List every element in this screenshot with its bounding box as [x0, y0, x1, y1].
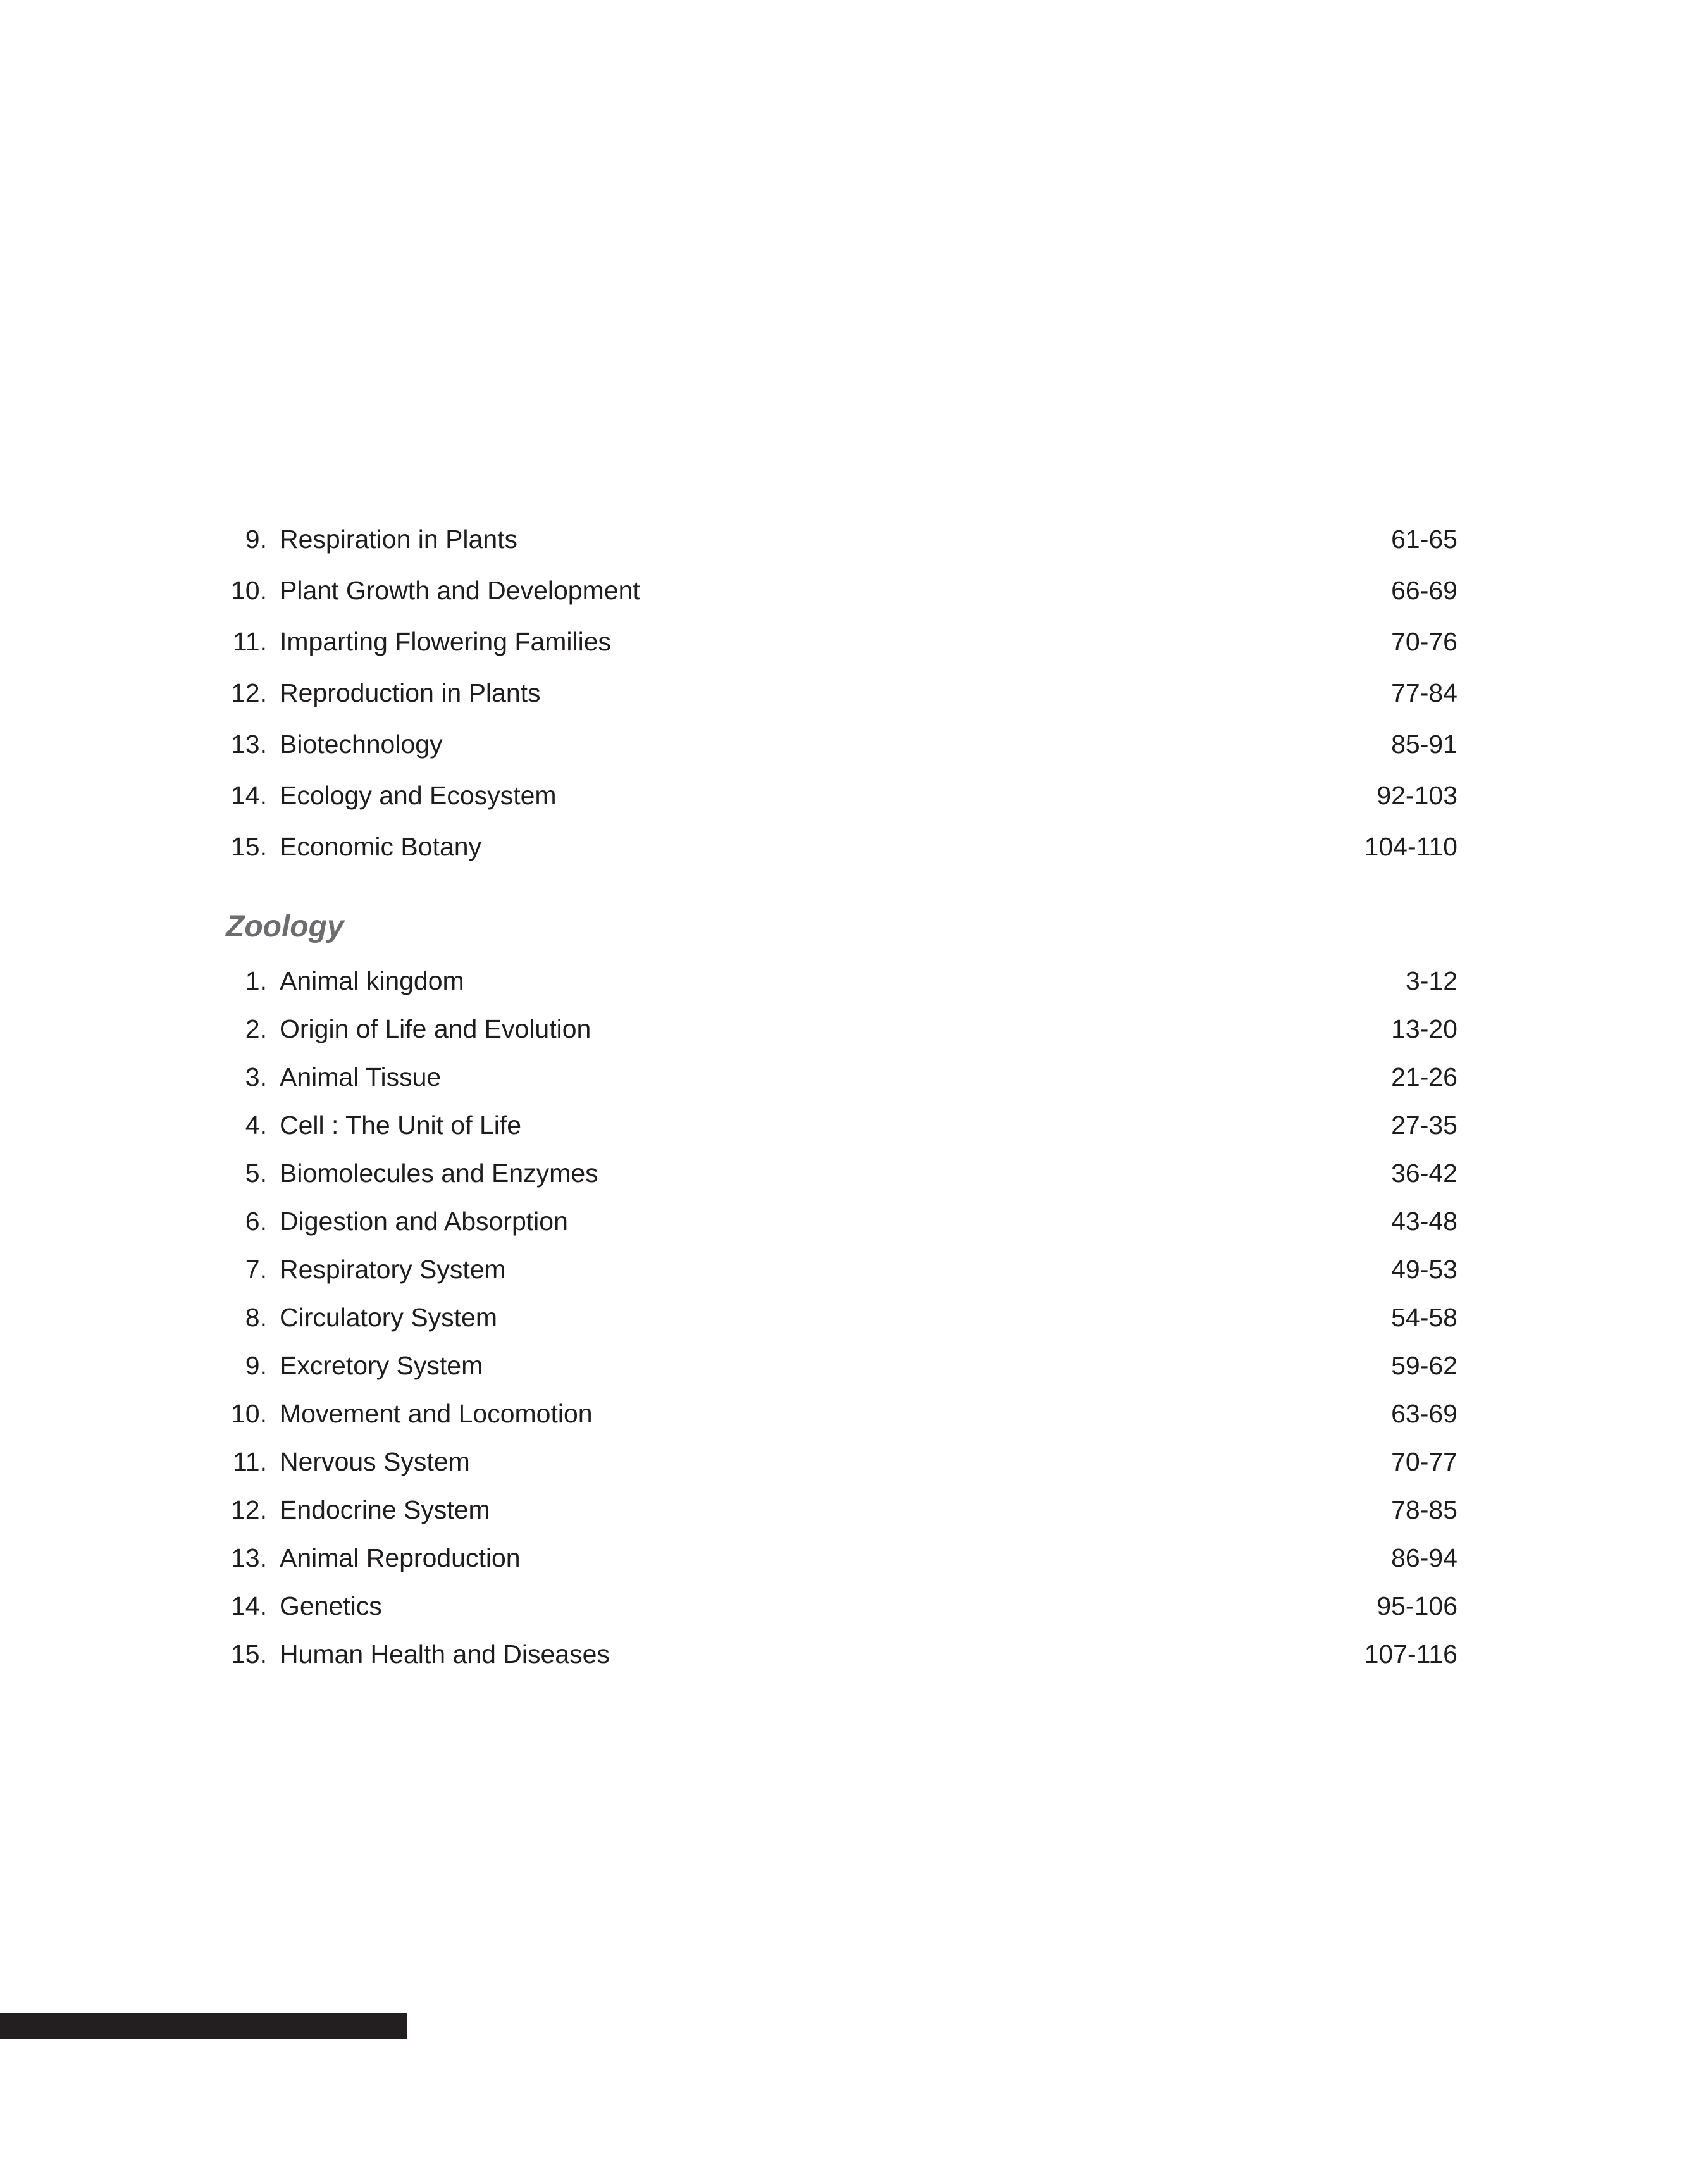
toc-entry-title: Animal kingdom — [280, 966, 464, 995]
toc-entry — [0, 1443, 1708, 1481]
toc-entry-title: Animal Tissue — [280, 1062, 442, 1092]
toc-entry-number: 15. — [231, 832, 267, 861]
toc-entry — [0, 1058, 1708, 1096]
toc-entry-number: 10. — [231, 576, 267, 605]
toc-entry-title: Excretory System — [280, 1351, 483, 1380]
toc-entry-pages: 86-94 — [1391, 1543, 1457, 1572]
toc-entry-pages: 66-69 — [1391, 576, 1457, 605]
toc-entry — [0, 1250, 1708, 1288]
toc-entry-number: 1. — [245, 966, 267, 995]
toc-entry-title: Nervous System — [280, 1447, 470, 1476]
toc-entry-title: Genetics — [280, 1591, 382, 1620]
toc-entry-number: 14. — [231, 1591, 267, 1620]
toc-entry-title: Plant Growth and Development — [280, 576, 640, 605]
toc-entry-pages: 70-76 — [1391, 627, 1457, 656]
toc-entry-title: Biotechnology — [280, 730, 443, 759]
toc-entry-title: Respiration in Plants — [280, 525, 518, 554]
toc-entry-number: 2. — [245, 1014, 267, 1043]
toc-entry-number: 10. — [231, 1399, 267, 1428]
toc-entry — [0, 725, 1708, 763]
toc-entry-title: Digestion and Absorption — [280, 1207, 568, 1236]
zoology-heading: Zoology — [226, 910, 344, 943]
toc-entry-pages: 54-58 — [1391, 1303, 1457, 1332]
toc-entry-number: 11. — [233, 1447, 267, 1476]
toc-entry-pages: 27-35 — [1391, 1110, 1457, 1140]
toc-entry-pages: 70-77 — [1391, 1447, 1457, 1476]
toc-entry — [0, 571, 1708, 609]
toc-entry-number: 8. — [245, 1303, 267, 1332]
toc-entry-title: Animal Reproduction — [280, 1543, 521, 1572]
toc-entry-pages: 92-103 — [1377, 781, 1457, 810]
toc-entry-pages: 104-110 — [1364, 832, 1457, 861]
toc-entry — [0, 1154, 1708, 1192]
toc-entry-pages: 61-65 — [1391, 525, 1457, 554]
toc-entry-title: Biomolecules and Enzymes — [280, 1159, 598, 1188]
toc-entry-pages: 63-69 — [1391, 1399, 1457, 1428]
toc-entry — [0, 962, 1708, 1000]
toc-entry-title: Movement and Locomotion — [280, 1399, 593, 1428]
toc-entry-title: Endocrine System — [280, 1495, 490, 1524]
toc-entry-number: 15. — [231, 1639, 267, 1669]
footer-bar — [0, 2013, 407, 2039]
toc-entry-number: 4. — [245, 1110, 267, 1140]
toc-entry-title: Respiratory System — [280, 1255, 506, 1284]
toc-entry — [0, 1010, 1708, 1048]
toc-entry — [0, 1346, 1708, 1384]
toc-entry-number: 13. — [231, 730, 267, 759]
toc-entry-title: Ecology and Ecosystem — [280, 781, 557, 810]
toc-entry — [0, 776, 1708, 814]
toc-entry — [0, 1106, 1708, 1144]
toc-entry — [0, 1395, 1708, 1433]
toc-entry-pages: 85-91 — [1391, 730, 1457, 759]
toc-entry-number: 14. — [231, 781, 267, 810]
toc-entry-pages: 59-62 — [1391, 1351, 1457, 1380]
toc-entry-pages: 77-84 — [1391, 678, 1457, 707]
toc-entry-number: 3. — [245, 1062, 267, 1092]
toc-entry-number: 13. — [231, 1543, 267, 1572]
toc-entry-number: 6. — [245, 1207, 267, 1236]
toc-entry-title: Economic Botany — [280, 832, 482, 861]
toc-entry-number: 11. — [233, 627, 267, 656]
toc-entry-pages: 49-53 — [1391, 1255, 1457, 1284]
toc-entry-title: Circulatory System — [280, 1303, 498, 1332]
toc-entry-number: 9. — [245, 525, 267, 554]
toc-entry-pages: 21-26 — [1391, 1062, 1457, 1092]
toc-entry — [0, 1298, 1708, 1336]
toc-entry-title: Origin of Life and Evolution — [280, 1014, 591, 1043]
toc-entry-number: 9. — [245, 1351, 267, 1380]
toc-entry — [0, 1491, 1708, 1529]
toc-entry — [0, 674, 1708, 712]
toc-entry-title: Reproduction in Plants — [280, 678, 541, 707]
toc-entry — [0, 1635, 1708, 1673]
toc-entry-title: Imparting Flowering Families — [280, 627, 612, 656]
toc-entry — [0, 1587, 1708, 1625]
toc-entry — [0, 828, 1708, 866]
toc-entry-pages: 36-42 — [1391, 1159, 1457, 1188]
toc-entry — [0, 623, 1708, 661]
toc-entry-pages: 3-12 — [1405, 966, 1457, 995]
toc-entry-pages: 107-116 — [1364, 1639, 1457, 1669]
toc-entry-title: Cell : The Unit of Life — [280, 1110, 522, 1140]
toc-entry-number: 5. — [245, 1159, 267, 1188]
toc-entry — [0, 520, 1708, 558]
toc-entry — [0, 1539, 1708, 1577]
toc-entry-pages: 78-85 — [1391, 1495, 1457, 1524]
toc-entry-number: 7. — [245, 1255, 267, 1284]
toc-entry — [0, 1202, 1708, 1240]
toc-entry-pages: 43-48 — [1391, 1207, 1457, 1236]
toc-entry-number: 12. — [231, 678, 267, 707]
toc-entry-number: 12. — [231, 1495, 267, 1524]
toc-entry-pages: 13-20 — [1391, 1014, 1457, 1043]
toc-entry-pages: 95-106 — [1377, 1591, 1457, 1620]
toc-entry-title: Human Health and Diseases — [280, 1639, 610, 1669]
